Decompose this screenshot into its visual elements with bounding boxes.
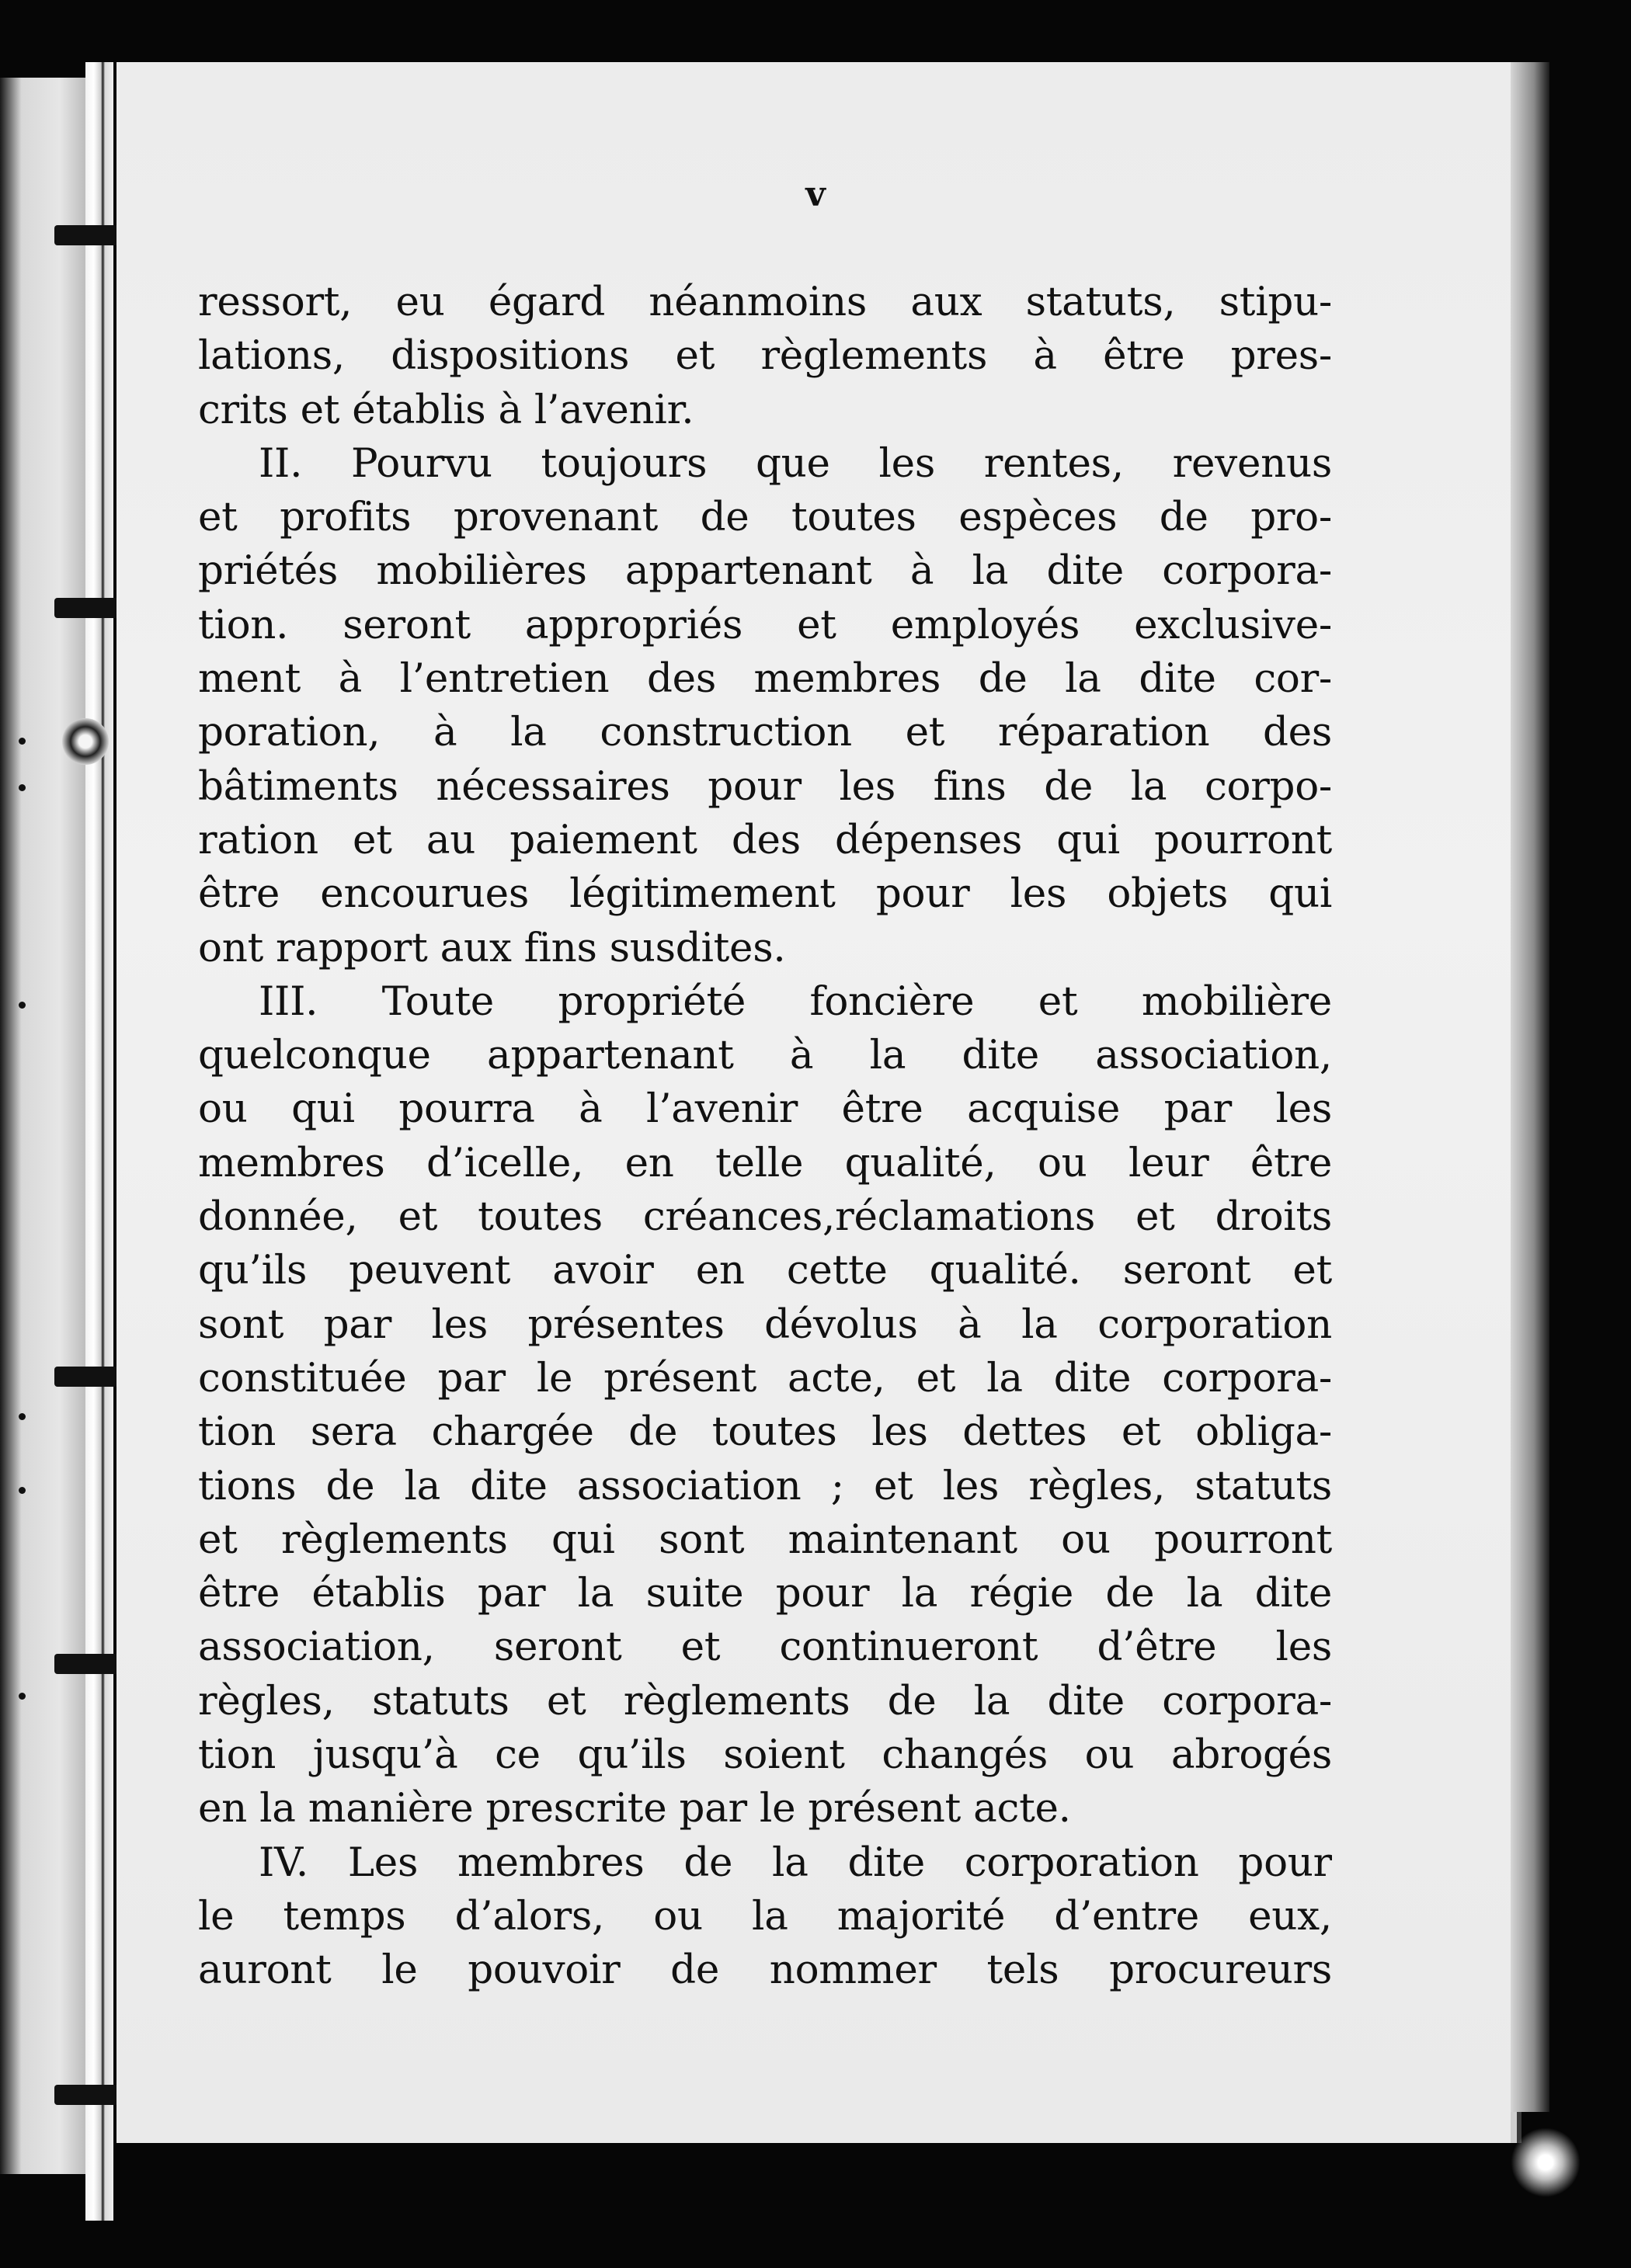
- speck: [19, 1413, 26, 1420]
- text-line: en la manière prescrite par le présent acte.: [198, 1785, 1071, 1832]
- speck: [19, 1002, 26, 1009]
- text-line: II. Pourvu toujours que les rentes, revenus: [259, 439, 1332, 487]
- text-line: être encourues légitimement pour les objets qui: [198, 870, 1332, 918]
- text-line: tion sera chargée de toutes les dettes et obliga-: [198, 1408, 1332, 1456]
- text-line: ressort, eu égard néanmoins aux statuts, stipu-: [198, 279, 1332, 325]
- text-line: IV. Les membres de la dite corporation pour: [259, 1839, 1332, 1886]
- text-line: ment à l’entretien des membres de la dite cor-: [198, 655, 1332, 703]
- facing-page-edge: [0, 78, 85, 2174]
- text-line: ou qui pourra à l’avenir être acquise par les: [198, 1085, 1332, 1133]
- text-line: III. Toute propriété foncière et mobilière: [259, 978, 1332, 1025]
- text-line: donnée, et toutes créances,réclamations et droits: [198, 1193, 1332, 1241]
- speck: [19, 1693, 26, 1700]
- text-line: qu’ils peuvent avoir en cette qualité. seront et: [198, 1247, 1332, 1294]
- text-line: tion. seront appropriés et employés exclusive-: [198, 601, 1332, 648]
- text-line: règles, statuts et règlements de la dite corpora-: [198, 1677, 1332, 1724]
- text-line: poration, à la construction et réparation des: [198, 709, 1332, 756]
- binding-knot: [62, 718, 109, 765]
- text-line: ont rapport aux fins susdites.: [198, 924, 786, 971]
- text-line: association, seront et continueront d’être les: [198, 1624, 1332, 1671]
- page-shadow-edge: [1511, 62, 1549, 2112]
- speck: [19, 1487, 26, 1494]
- text-line: quelconque appartenant à la dite association,: [198, 1032, 1332, 1079]
- body-text: [198, 276, 1332, 1998]
- speck: [19, 738, 26, 745]
- book-binding: [85, 62, 113, 2221]
- light-glare: [1511, 2127, 1581, 2197]
- text-line: priétés mobilières appartenant à la dite corpora-: [198, 547, 1332, 595]
- text-line: auront le pouvoir de nommer tels procureurs: [198, 1947, 1332, 1994]
- speck: [19, 784, 26, 791]
- text-line: tions de la dite association ; et les règles, statuts: [198, 1462, 1332, 1509]
- text-line: lations, dispositions et règlements à être pres-: [198, 332, 1332, 380]
- text-line: le temps d’alors, ou la majorité d’entre eux,: [198, 1892, 1332, 1940]
- text-line: tion jusqu’à ce qu’ils soient changés ou abrogés: [198, 1731, 1332, 1779]
- text-line: membres d’icelle, en telle qualité, ou leur être: [198, 1139, 1332, 1186]
- text-line: et règlements qui sont maintenant ou pourront: [198, 1516, 1332, 1563]
- text-line: ration et au paiement des dépenses qui pourront: [198, 816, 1332, 863]
- text-line: constituée par le présent acte, et la dite corpora-: [198, 1354, 1332, 1401]
- text-line: sont par les présentes dévolus à la corporation: [198, 1301, 1332, 1348]
- text-line: et profits provenant de toutes espèces de pro-: [198, 494, 1332, 541]
- text-line: être établis par la suite pour la régie de la dite: [198, 1570, 1332, 1617]
- text-line: bâtiments nécessaires pour les fins de la corpo-: [198, 762, 1332, 810]
- text-line: crits et établis à l’avenir.: [198, 386, 694, 433]
- page-folio: v: [805, 175, 826, 214]
